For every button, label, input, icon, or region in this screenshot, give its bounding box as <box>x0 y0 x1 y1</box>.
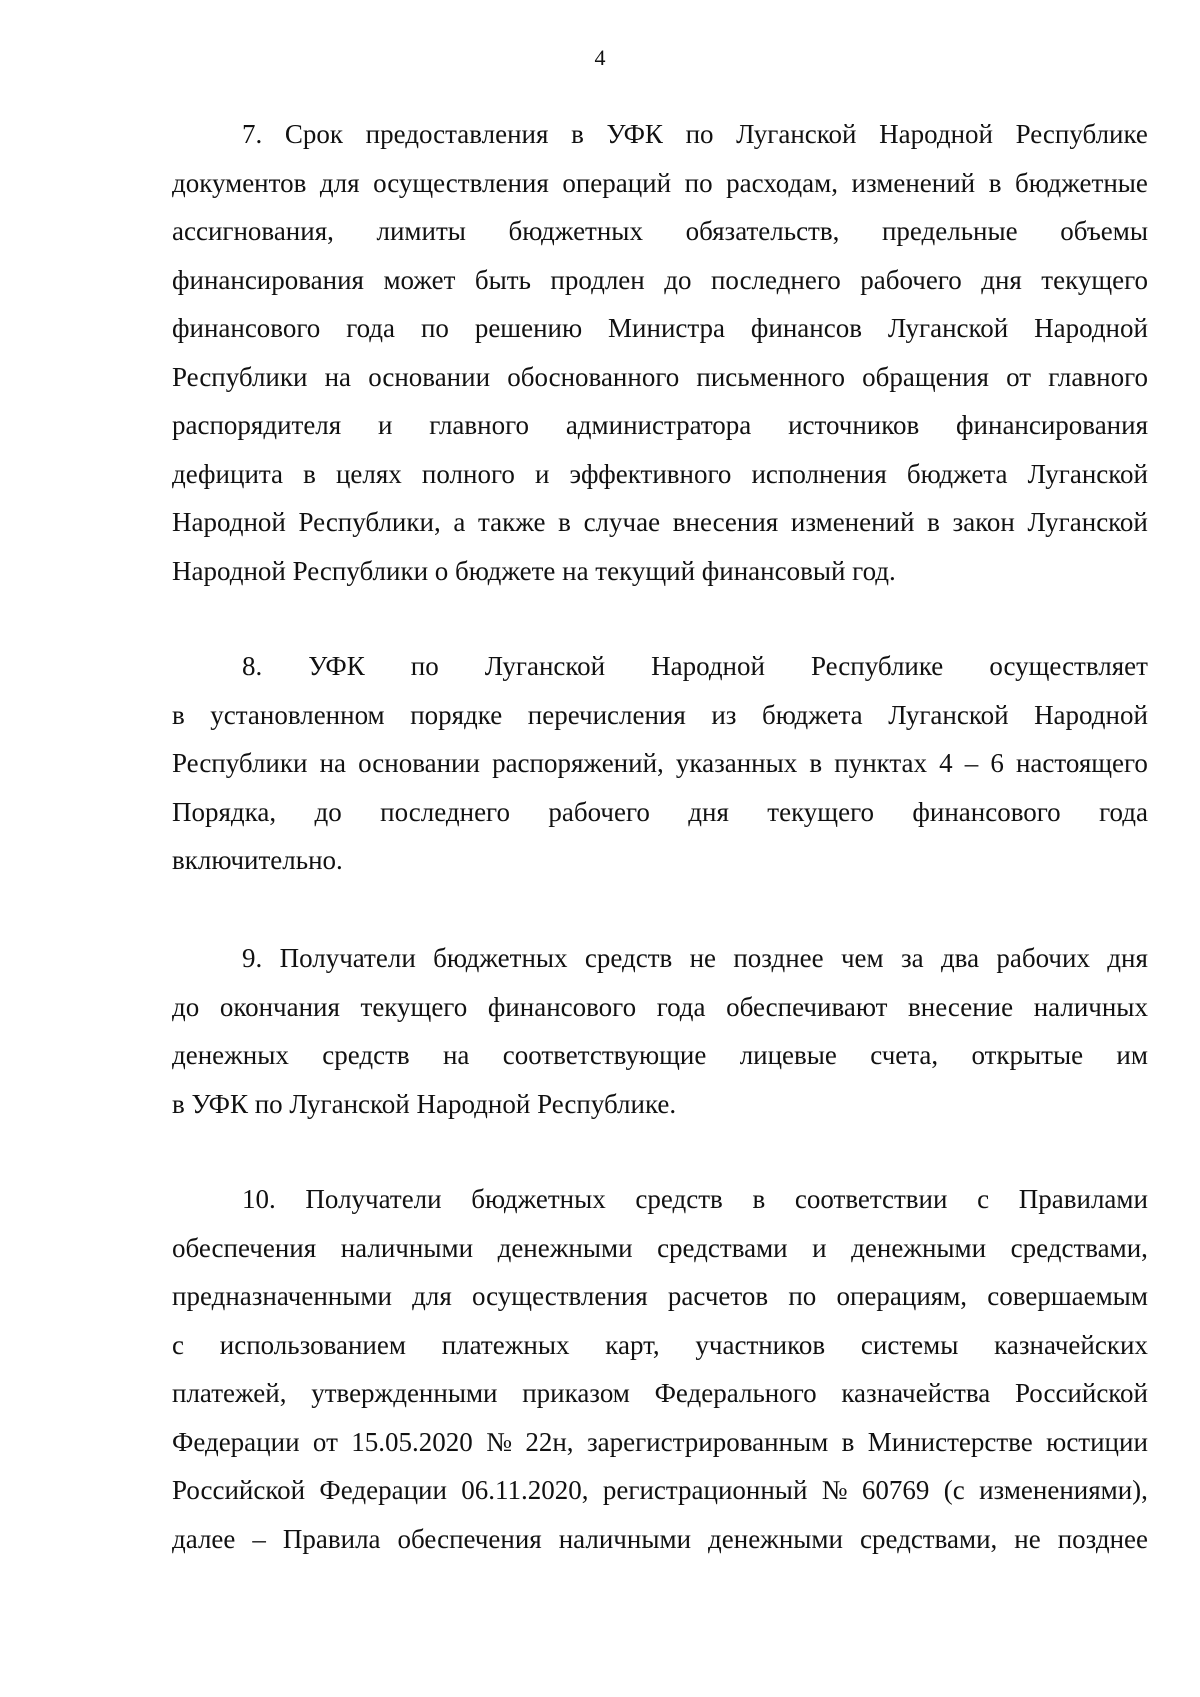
paragraph-line: Республики на основании распоряжений, указанных в пунктах 4 – 6 настоящего <box>172 748 1148 778</box>
page-number: 4 <box>594 45 606 70</box>
paragraph-line: с использованием платежных карт, участников системы казначейских <box>172 1329 1148 1360</box>
paragraph-line: Российской Федерации 06.11.2020, регистрационный № 60769 (с изменениями), <box>172 1475 1148 1505</box>
paragraph-line: 9. Получатели бюджетных средств не позднее чем за два рабочих дня <box>242 943 1148 973</box>
paragraph-line: Федерации от 15.05.2020 № 22н, зарегистрированным в Министерстве юстиции <box>172 1426 1148 1457</box>
paragraph-line: денежных средств на соответствующие лицевые счета, открытые им <box>172 1040 1148 1070</box>
paragraph-line: предназначенными для осуществления расчетов по операциям, совершаемым <box>172 1281 1148 1311</box>
paragraph-line: финансирования может быть продлен до последнего рабочего дня текущего <box>172 264 1148 295</box>
paragraph-10 <box>172 1175 1148 1563</box>
paragraph-line: дефицита в целях полного и эффективного исполнения бюджета Луганской <box>172 458 1148 489</box>
paragraph-line: 8. УФК по Луганской Народной Республике осуществляет <box>242 651 1148 681</box>
paragraph-line: платежей, утвержденными приказом Федерального казначейства Российской <box>172 1378 1148 1408</box>
paragraph-line: в установленном порядке перечисления из бюджета Луганской Народной <box>172 699 1148 730</box>
paragraph-line: в УФК по Луганской Народной Республике. <box>172 1088 677 1119</box>
paragraph-line: Порядка, до последнего рабочего дня текущего финансового года <box>172 796 1148 827</box>
paragraph-line: финансового года по решению Министра финансов Луганской Народной <box>172 313 1148 343</box>
paragraph-line: распорядителя и главного администратора источников финансирования <box>172 410 1148 440</box>
paragraph-line: Народной Республики, а также в случае внесения изменений в закон Луганской <box>172 507 1148 537</box>
paragraph-8 <box>172 642 1148 885</box>
paragraph-line: документов для осуществления операций по расходам, изменений в бюджетные <box>172 167 1148 198</box>
paragraph-9 <box>172 934 1148 1128</box>
paragraph-line: Республики на основании обоснованного письменного обращения от главного <box>172 361 1148 392</box>
paragraph-line: ассигнования, лимиты бюджетных обязательств, предельные объемы <box>172 216 1148 246</box>
paragraph-line: 7. Срок предоставления в УФК по Луганской Народной Республике <box>242 119 1148 149</box>
paragraph-line: 10. Получатели бюджетных средств в соответствии с Правилами <box>242 1184 1148 1214</box>
paragraph-line: далее – Правила обеспечения наличными денежными средствами, не позднее <box>172 1523 1148 1554</box>
paragraph-line: включительно. <box>172 845 343 875</box>
paragraph-line: Народной Республики о бюджете на текущий финансовый год. <box>172 555 896 586</box>
paragraph-line: до окончания текущего финансового года обеспечивают внесение наличных <box>172 991 1148 1022</box>
paragraph-line: обеспечения наличными денежными средствами и денежными средствами, <box>172 1232 1148 1263</box>
paragraph-7 <box>172 110 1148 595</box>
